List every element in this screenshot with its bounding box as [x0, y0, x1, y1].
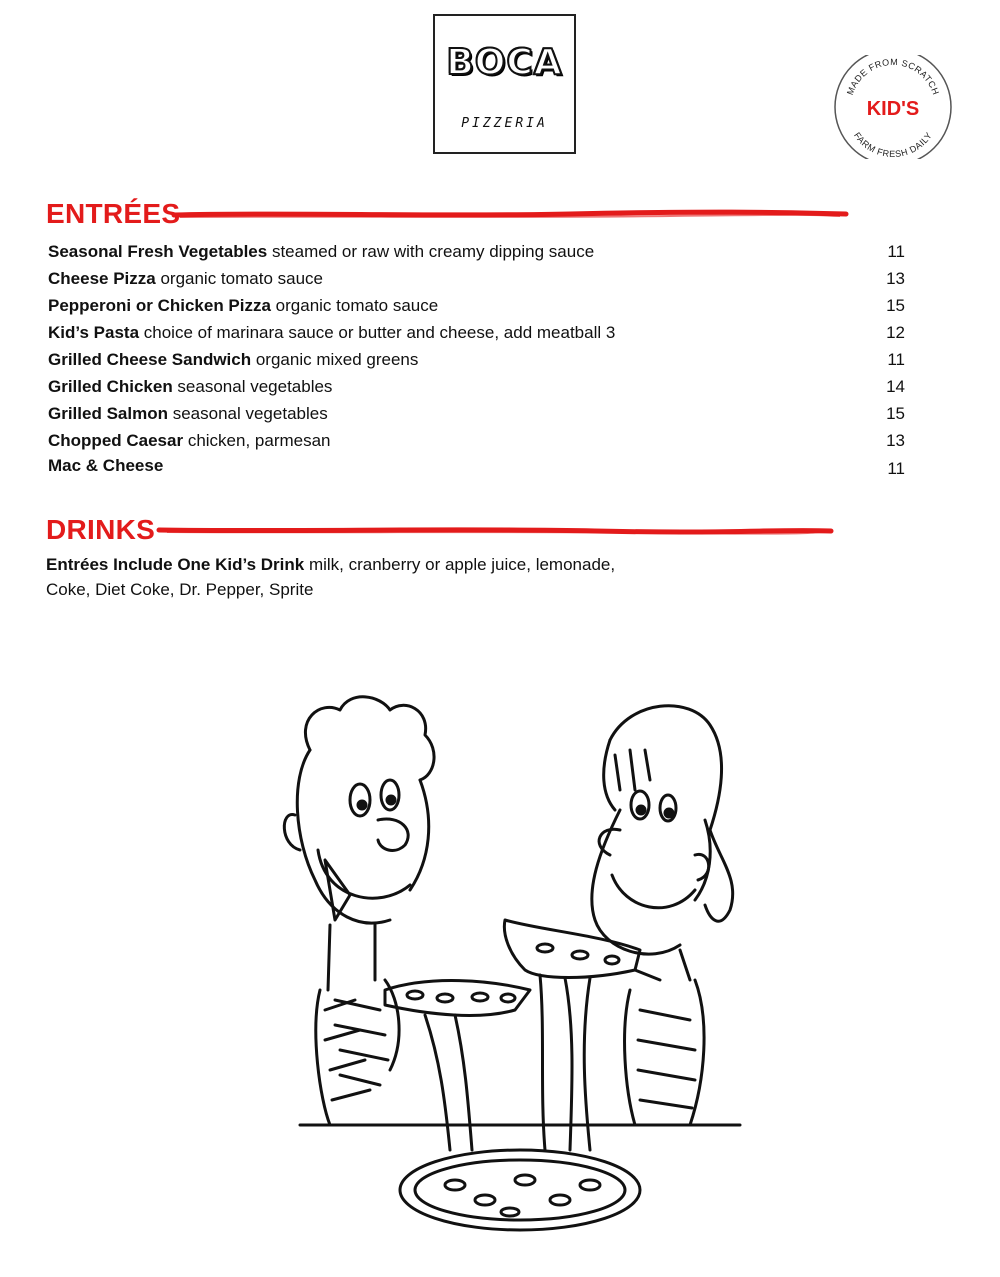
dish-price: 13	[886, 269, 905, 288]
dish-name: Grilled Chicken	[48, 377, 173, 396]
kids-badge	[833, 55, 953, 159]
dish-description: steamed or raw with creamy dipping sauce	[267, 242, 595, 261]
menu-item	[48, 454, 908, 478]
dish-description: choice of marinara sauce or butter and cheese, add meatball 3	[139, 323, 616, 342]
menu-item	[48, 427, 908, 454]
dish-description: organic mixed greens	[251, 350, 419, 369]
dish-price: 11	[887, 242, 905, 261]
dish-name: Mac & Cheese	[48, 456, 164, 475]
dish-price: 13	[886, 431, 905, 450]
menu-item	[48, 373, 908, 400]
dish-price: 14	[886, 377, 905, 396]
dish-description: organic tomato sauce	[270, 296, 439, 315]
drinks-divider	[155, 522, 835, 538]
menu-item	[48, 265, 908, 292]
dish-price: 12	[886, 323, 905, 342]
dish-description: seasonal vegetables	[172, 377, 333, 396]
dish-name: Pepperoni or Chicken Pizza	[48, 296, 271, 315]
menu-item	[48, 238, 908, 265]
pizza-on-table	[400, 1150, 640, 1230]
logo-subtitle: PIZZERIA	[461, 116, 548, 131]
entrees-divider	[170, 206, 850, 222]
menu-item	[48, 346, 908, 373]
kids-pizza-illustration	[240, 680, 770, 1260]
logo-brand-name: BOCA	[446, 42, 563, 83]
dish-name: Seasonal Fresh Vegetables	[48, 242, 268, 261]
dish-price: 11	[887, 350, 905, 369]
boca-logo	[433, 14, 576, 154]
pizza-slices	[385, 920, 640, 1150]
drinks-description	[46, 552, 666, 602]
dish-name: Grilled Cheese Sandwich	[48, 350, 252, 369]
dish-name: Chopped Caesar	[48, 431, 184, 450]
drinks-line-2: Coke, Diet Coke, Dr. Pepper, Sprite	[46, 580, 314, 599]
dish-price: 11	[887, 459, 905, 478]
menu-item	[48, 292, 908, 319]
boy-figure	[284, 697, 434, 1125]
dish-description: seasonal vegetables	[167, 404, 328, 423]
entrees-list	[48, 238, 908, 478]
dish-description: organic tomato sauce	[155, 269, 323, 288]
entrees-title: ENTRÉES	[46, 198, 181, 229]
girl-figure	[592, 706, 733, 1125]
drinks-line-1: milk, cranberry or apple juice, lemonade,	[304, 555, 616, 574]
menu-item	[48, 319, 908, 346]
logo-wordmark	[435, 42, 574, 83]
menu-item	[48, 400, 908, 427]
dish-price: 15	[886, 296, 905, 315]
dish-name: Kid’s Pasta	[48, 323, 140, 342]
dish-price: 15	[886, 404, 905, 423]
drinks-lead: Entrées Include One Kid’s Drink	[46, 555, 305, 574]
drinks-title: DRINKS	[46, 514, 156, 545]
badge-top-text: MADE FROM SCRATCH	[844, 56, 942, 97]
badge-bottom-text: FARM FRESH DAILY	[852, 130, 935, 159]
dish-name: Grilled Salmon	[48, 404, 168, 423]
badge-center-text: KID'S	[866, 98, 920, 120]
dish-name: Cheese Pizza	[48, 269, 156, 288]
dish-description: chicken, parmesan	[183, 431, 331, 450]
